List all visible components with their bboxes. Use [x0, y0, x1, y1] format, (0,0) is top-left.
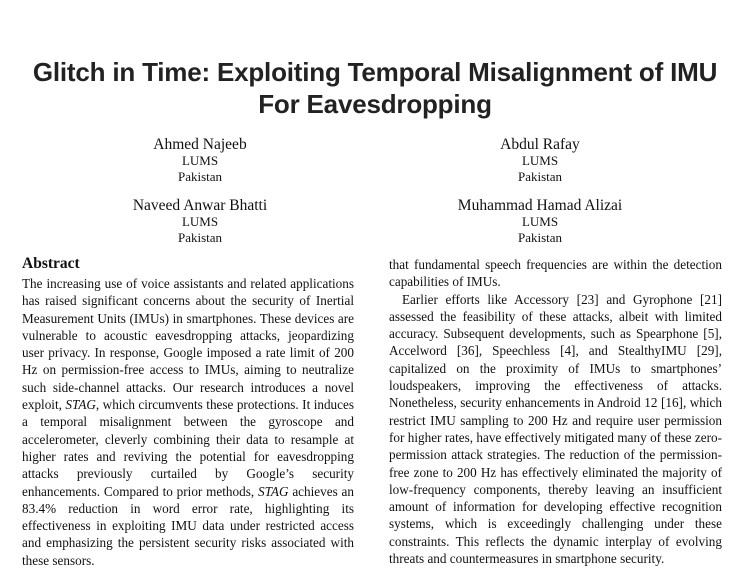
author-country: Pakistan: [517, 230, 563, 245]
author-country: Pakistan: [177, 169, 223, 184]
abstract-body: [22, 275, 354, 569]
author-name: Abdul Rafay: [500, 136, 580, 153]
author-name: Ahmed Najeeb: [153, 136, 247, 153]
author-institution: LUMS: [521, 153, 559, 168]
abstract-text-part-3: achieves an 83.4% reduction in word error rate, highlighting its effectiveness in exploiting IMU data under restricted access and emphasizing the persistent security risks associated with these sensors.: [22, 483, 355, 568]
author-block-4: [410, 197, 670, 246]
paper-title: Glitch in Time: Exploiting Temporal Misalignment of IMU For Eavesdropping: [32, 57, 718, 119]
intro-paragraph-continued: that fundamental speech frequencies are within the detection capabilities of IMUs.: [389, 257, 722, 290]
stag-emphasis: STAG: [65, 397, 96, 413]
abstract-paragraph: [22, 275, 354, 569]
author-country: Pakistan: [177, 230, 223, 245]
author-institution: LUMS: [521, 214, 559, 229]
author-name: Naveed Anwar Bhatti: [132, 197, 268, 214]
stag-emphasis: STAG: [257, 483, 289, 499]
abstract-text-part-1: The increasing use of voice assistants and related applications has raised significant concerns about the security of Inertial Measurement Units (IMUs) in smartphones. These devices are vulnerable to acoustic eavesdropping attacks, jeopardizing user privacy. In response, Google imposed a rate limit of 200 Hz on permission-free access to IMUs, aiming to neutralize such side-channel attacks. Our research introduces a novel exploit,: [22, 276, 354, 413]
intro-paragraph: Earlier efforts like Accessory [23] and Gyrophone [21] assessed the feasibility of these attacks, albeit with limited accuracy. Subsequent developments, such as Spearphone [5], Accelword [36], Speechless [4], and StealthyIMU [29], capitalized on the proximity of IMUs to smartphones’ loudspeakers, improving the effectiveness of attacks. Nonetheless, security enhancements in Android 12 [16], which restrict IMU sampling to 200 Hz and require user permission for higher rates, have effectively mitigated many of these zero-permission attack strategies. The reduction of the permission-free zone to 200 Hz has effectively eliminated the majority of low-frequency components, thereby leaving an insufficient amount of information for developing effective recognition systems, which is exceedingly challenging under these constraints. This reflects the dynamic interplay of evolving threats and countermeasures in smartphone security.: [389, 291, 722, 567]
author-institution: LUMS: [181, 214, 219, 229]
intro-body: [389, 256, 722, 567]
author-block-1: [70, 136, 330, 185]
abstract-heading: Abstract: [22, 255, 80, 272]
author-block-3: [70, 197, 330, 246]
author-country: Pakistan: [517, 169, 563, 184]
author-name: Muhammad Hamad Alizai: [457, 197, 623, 214]
author-block-2: [410, 136, 670, 185]
abstract-text-part-2: , which circumvents these protections. It induces a temporal misalignment between the gyroscope and accelerometer, cleverly combining their data to resample at higher rates and reviving the potential for eavesdropping attacks previously curtailed by Google’s security enhancements. Compared to prior methods,: [22, 397, 354, 499]
author-institution: LUMS: [181, 153, 219, 168]
